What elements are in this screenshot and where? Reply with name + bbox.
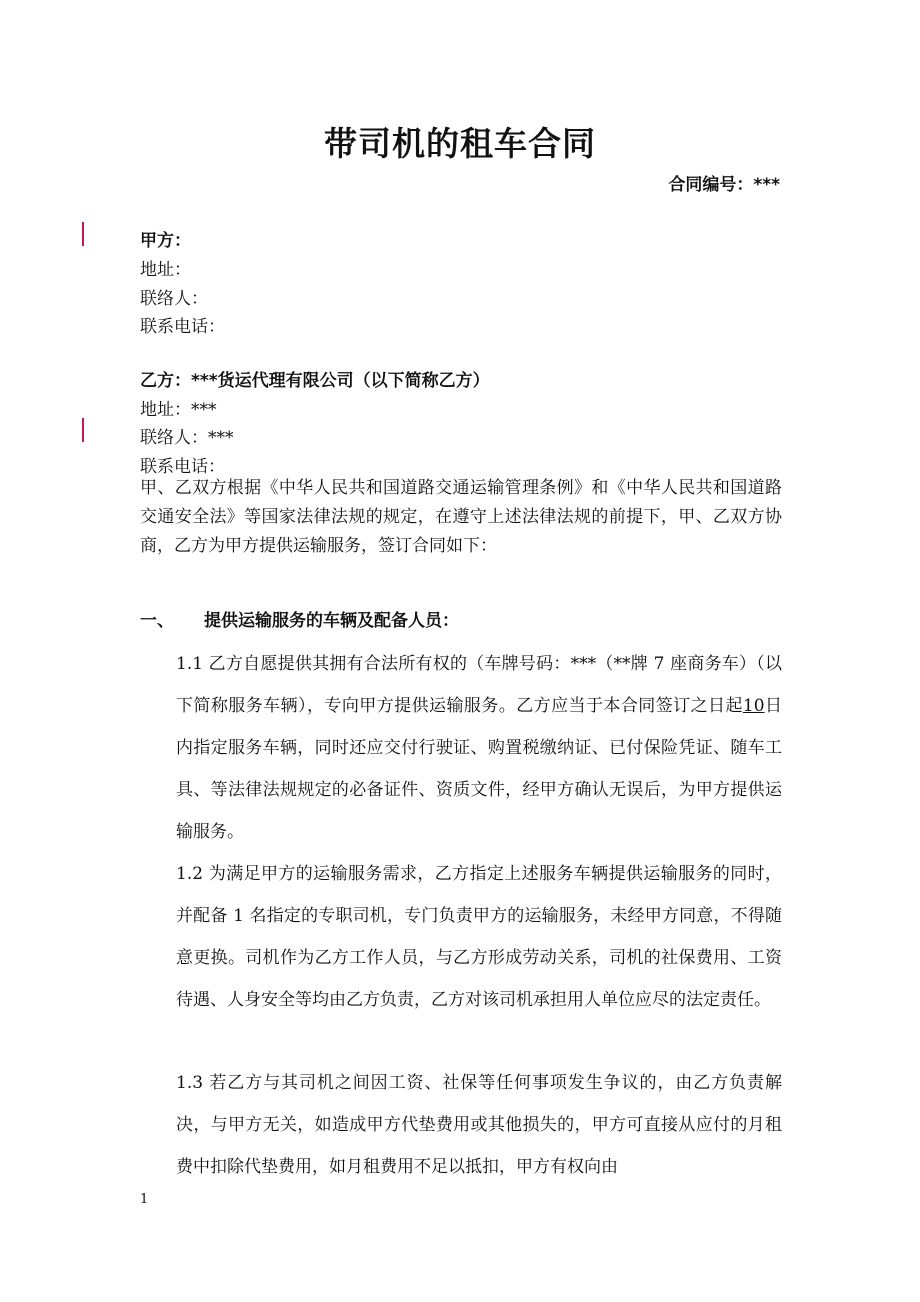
clause-1-2: 1.2 为满足甲方的运输服务需求，乙方指定上述服务车辆提供运输服务的同时，并配备 1 名指定的专职司机，专门负责甲方的运输服务，未经甲方同意，不得随意更换。司机作为乙方工作人员，与乙方形成劳动关系，司机的社保费用、工资待遇、人身安全等均由乙方负责，乙方对该司机承担用人单位应尽的法定责任。 xyxy=(176,864,782,1010)
clause-1-1-tail: 日内指定服务车辆，同时还应交付行驶证、购置税缴纳证、已付保险凭证、随车工具、等法律法规规定的必备证件、资质文件，经甲方确认无误后，为甲方提供运输服务。 xyxy=(176,696,782,842)
contract-number: 合同编号：*** xyxy=(668,175,780,195)
party-b-address: 地址：*** xyxy=(140,400,217,420)
revision-mark xyxy=(82,222,84,246)
document-title: 带司机的租车合同 xyxy=(324,124,596,163)
page-number: 1 xyxy=(140,1192,149,1207)
section-title: 提供运输服务的车辆及配备人员： xyxy=(204,611,459,631)
clause-1-1-days: 10 xyxy=(742,696,765,716)
party-a-label: 甲方： xyxy=(140,231,191,251)
revision-mark xyxy=(82,418,84,442)
party-b-label: 乙方：***货运代理有限公司（以下简称乙方） xyxy=(140,371,490,391)
party-a-phone: 联系电话： xyxy=(140,317,225,337)
clause-1-1-lead: 1.1 乙方自愿提供其拥有合法所有权的（车牌号码：***（**牌 7 座商务车）（以下简称服务车辆），专向甲方提供运输服务。乙方应当于本合同签订之日起 xyxy=(176,654,782,716)
section-heading xyxy=(140,606,459,631)
party-b-contact: 联络人：*** xyxy=(140,428,234,448)
clause-1-1 xyxy=(176,643,782,853)
party-b-phone: 联系电话： xyxy=(140,457,225,477)
section-number: 一、 xyxy=(140,611,174,631)
preamble-paragraph: 甲、乙双方根据《中华人民共和国道路交通运输管理条例》和《中华人民共和国道路交通安全法》等国家法律法规的规定，在遵守上述法律法规的前提下，甲、乙双方协商，乙方为甲方提供运输服务，签订合同如下： xyxy=(140,478,782,556)
clause-1-3: 1.3 若乙方与其司机之间因工资、社保等任何事项发生争议的，由乙方负责解决，与甲方无关，如造成甲方代垫费用或其他损失的，甲方可直接从应付的月租费中扣除代垫费用，如月租费用不足以抵扣，甲方有权向由 xyxy=(176,1073,782,1177)
party-a-address: 地址： xyxy=(140,260,191,280)
party-a-contact: 联络人： xyxy=(140,289,208,309)
